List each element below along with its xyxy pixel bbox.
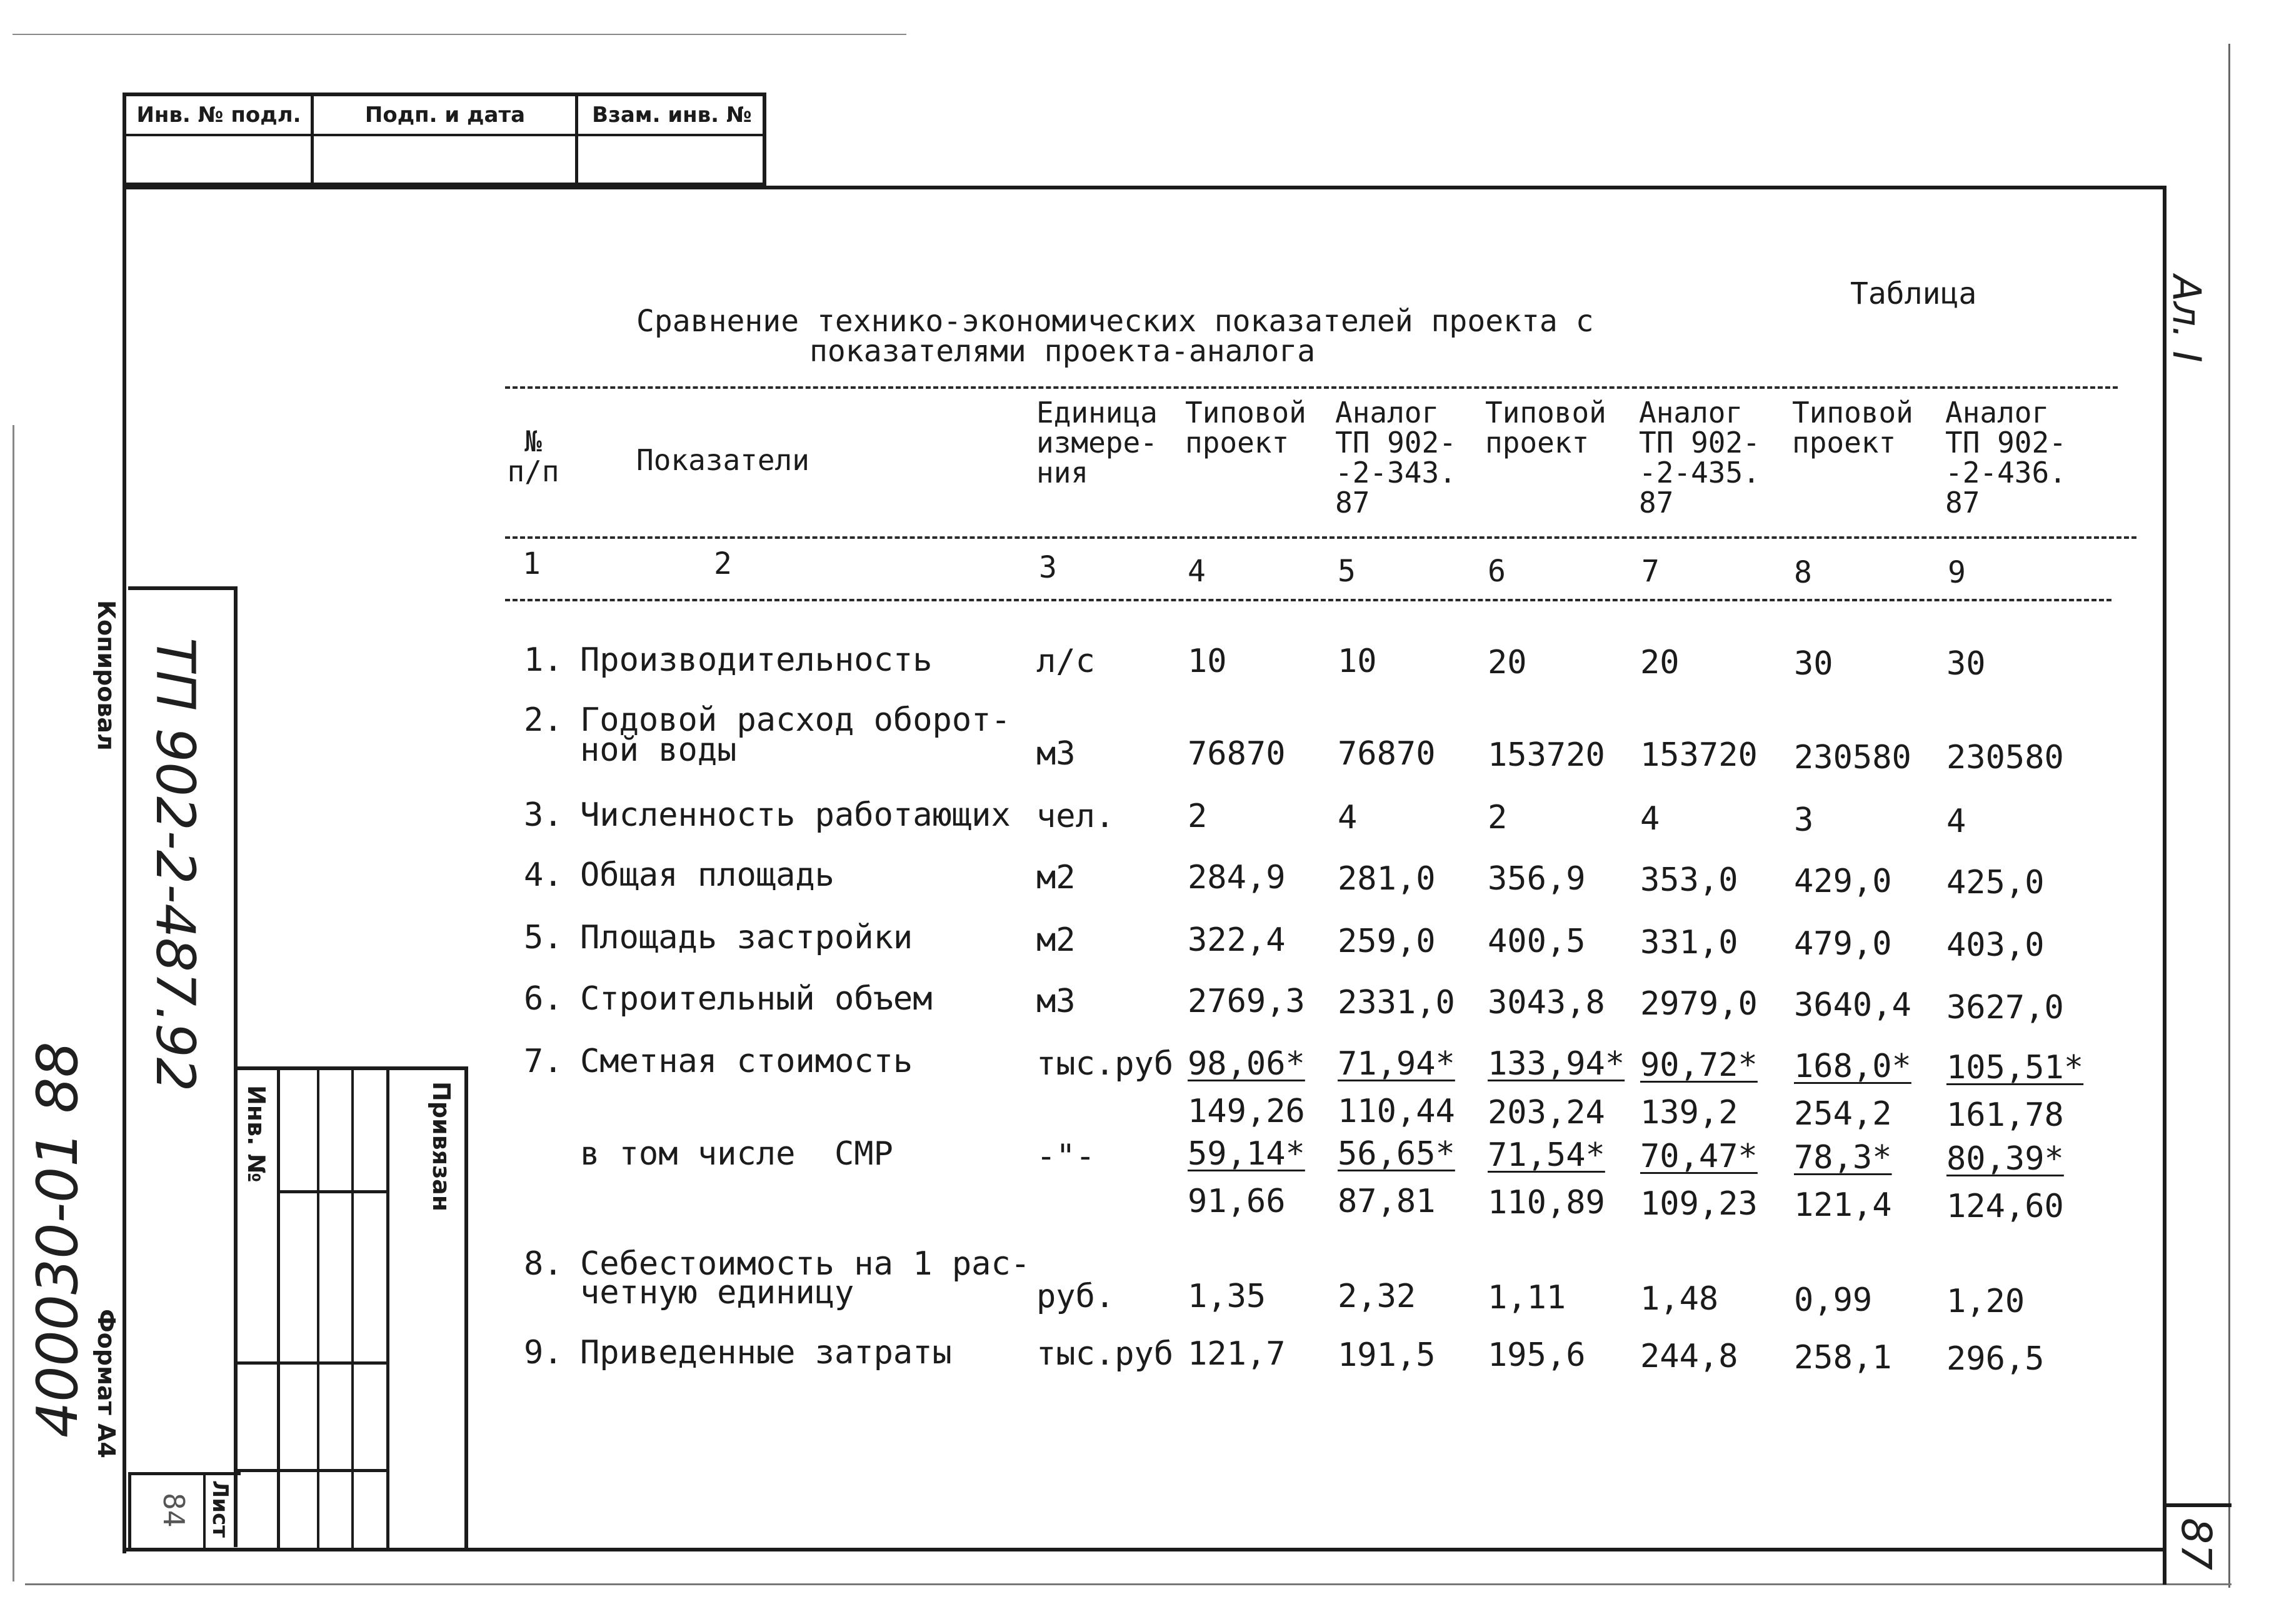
row-value: 0,99 [1794, 1281, 1873, 1319]
row-value-starred: 133,94* [1488, 1045, 1625, 1083]
col-number: 4 [1188, 554, 1206, 589]
row-value-starred: 78,3* [1794, 1139, 1892, 1176]
row-value-total: 87,81 [1338, 1183, 1436, 1220]
row-indicator: Себестоимость на 1 рас- [580, 1245, 1031, 1283]
col-number: 8 [1794, 555, 1812, 590]
row-value-total: 149,26 [1188, 1093, 1305, 1130]
grid-row-rule [277, 1190, 389, 1193]
list-box-divider [203, 1472, 206, 1550]
stamp-podp-data: Подп. и дата [364, 103, 526, 128]
grid-col-rule [277, 1066, 280, 1549]
row-value: 244,8 [1640, 1338, 1738, 1375]
row-value: 153720 [1488, 736, 1605, 774]
row-indicator: Численность работающих [580, 796, 1011, 834]
row-value: 10 [1188, 643, 1227, 680]
stamp-col-divider [575, 96, 578, 184]
row-indicator: Площадь застройки [580, 919, 913, 956]
row-value: 230580 [1946, 739, 2064, 776]
row-value: 425,0 [1946, 864, 2045, 901]
row-number: 3. [524, 796, 563, 834]
scan-edge-right [2228, 44, 2230, 1588]
row-value: 76870 [1338, 735, 1436, 773]
row-value-total: 109,23 [1640, 1185, 1758, 1223]
col-number: 6 [1488, 554, 1506, 589]
row-value: 2 [1488, 799, 1508, 836]
grid-col-rule [351, 1066, 354, 1549]
row-indicator: Приведенные затраты [580, 1334, 952, 1371]
row-value: 121,7 [1188, 1335, 1286, 1373]
col-number: 7 [1641, 554, 1660, 589]
row-indicator: Сметная стоимость [580, 1043, 913, 1080]
row-number: 7. [524, 1043, 563, 1080]
row-value: 4 [1946, 803, 1966, 840]
row-value-starred: 168,0* [1794, 1048, 1911, 1085]
row-value-total: 254,2 [1794, 1095, 1892, 1133]
row-unit: тыс.руб [1036, 1335, 1174, 1373]
stamp-col-divider [311, 96, 314, 184]
stamp-inv-podl: Инв. № подл. [136, 103, 301, 128]
row-value: 479,0 [1794, 925, 1892, 963]
row-number: 9. [524, 1334, 563, 1371]
header-rule-top [505, 386, 2118, 389]
header-rule-mid [505, 536, 2136, 539]
row-value-total: 203,24 [1488, 1094, 1605, 1131]
row-value: 281,0 [1338, 860, 1436, 898]
frame-right-edge [2163, 188, 2166, 1551]
row-value: 30 [1946, 645, 1986, 683]
row-value: 4 [1338, 799, 1358, 836]
row-indicator: Общая площадь [580, 856, 834, 894]
row-value: 195,6 [1488, 1336, 1586, 1374]
row-number: 8. [524, 1245, 563, 1283]
row-unit: тыс.руб [1036, 1045, 1174, 1083]
col-number: 2 [714, 546, 732, 581]
header-col5: Аналог ТП 902- -2-343. 87 [1335, 396, 1456, 519]
table-title-line2: показателями проекта-аналога [809, 334, 1316, 369]
row-value-starred: 90,72* [1640, 1046, 1758, 1084]
privyazan-label: Привязан [428, 1081, 455, 1212]
row-number: 1. [524, 641, 563, 679]
row-indicator: в том числе СМР [580, 1135, 893, 1173]
list-box-top-rule [128, 1472, 241, 1475]
scan-edge-left [13, 425, 14, 1581]
row-value: 1,48 [1640, 1280, 1719, 1318]
row-unit: чел. [1036, 798, 1115, 835]
row-value-total: 110,44 [1338, 1093, 1455, 1130]
row-value-total: 121,4 [1794, 1186, 1892, 1224]
stamp-vzam-inv: Взам. инв. № [592, 103, 752, 128]
row-value-starred: 59,14* [1188, 1135, 1305, 1173]
grid-col-rule [317, 1066, 319, 1549]
row-indicator: Строительный объем [580, 980, 933, 1018]
row-value: 2979,0 [1640, 985, 1758, 1023]
row-value: 230580 [1794, 739, 1911, 776]
grid-row-rule [238, 1469, 389, 1472]
row-unit: м3 [1036, 983, 1076, 1020]
header-col4: Типовой проект [1185, 396, 1306, 459]
list-number: 84 [157, 1493, 191, 1528]
stamp-row-divider [126, 134, 764, 136]
row-value: 2769,3 [1188, 983, 1305, 1020]
col-number: 1 [523, 546, 541, 581]
row-indicator: Производительность [580, 641, 933, 679]
row-value-total: 124,60 [1946, 1188, 2064, 1225]
row-number: 4. [524, 856, 563, 894]
row-indicator: Годовой расход оборот- [580, 701, 1011, 739]
appendix-mark: Ал. I [2164, 275, 2210, 363]
header-col7: Аналог ТП 902- -2-435. 87 [1639, 396, 1760, 519]
row-number: 5. [524, 919, 563, 956]
inv-no-label: Инв. № [243, 1085, 270, 1183]
list-box-left-rule [128, 1472, 131, 1550]
col-number: 5 [1338, 554, 1356, 589]
row-value: 2,32 [1338, 1278, 1416, 1315]
page-number: 87 [2172, 1518, 2220, 1570]
row-value-starred: 80,39* [1946, 1140, 2064, 1178]
grid-right-rule [464, 1066, 468, 1549]
row-value: 356,9 [1488, 860, 1586, 898]
col-number: 3 [1039, 550, 1057, 585]
row-value-total: 161,78 [1946, 1096, 2064, 1134]
row-unit: м2 [1036, 859, 1076, 896]
table-label: Таблица [1850, 276, 1977, 311]
scan-edge-top [13, 34, 906, 35]
frame-bottom-edge [123, 1548, 2166, 1551]
frame-left-edge [123, 94, 126, 1553]
row-value-total: 139,2 [1640, 1094, 1738, 1131]
row-value-starred: 71,54* [1488, 1136, 1605, 1174]
row-value: 191,5 [1338, 1336, 1436, 1374]
row-indicator-cont: четную единицу [580, 1274, 854, 1311]
row-value: 284,9 [1188, 859, 1286, 896]
header-col8: Типовой проект [1792, 396, 1913, 459]
doc-code: ТП 902-2-487.92 [144, 638, 206, 1092]
scan-edge-bottom [25, 1583, 2231, 1585]
row-value: 3 [1794, 801, 1814, 839]
row-value: 259,0 [1338, 923, 1436, 960]
format-label: Формат А4 [93, 1309, 120, 1458]
row-value-starred: 98,06* [1188, 1045, 1305, 1083]
row-value: 258,1 [1794, 1339, 1892, 1376]
row-unit: м3 [1036, 735, 1076, 773]
row-value: 331,0 [1640, 924, 1738, 961]
inventory-number: 400030-01 88 [25, 1041, 91, 1438]
row-value: 3640,4 [1794, 986, 1911, 1024]
row-value: 3627,0 [1946, 989, 2064, 1026]
row-value: 3043,8 [1488, 984, 1605, 1021]
row-value: 10 [1338, 643, 1377, 680]
row-value-starred: 71,94* [1338, 1045, 1455, 1083]
row-value-total: 110,89 [1488, 1184, 1605, 1221]
row-value: 30 [1794, 645, 1833, 683]
row-indicator-cont: ной воды [580, 731, 737, 769]
row-value-starred: 56,65* [1338, 1135, 1455, 1173]
header-unit: Единица измере- ния [1036, 396, 1158, 489]
row-number: 2. [524, 701, 563, 739]
header-name: Показатели [636, 443, 809, 477]
row-value: 429,0 [1794, 863, 1892, 900]
row-value: 1,20 [1946, 1283, 2025, 1320]
header-col6: Типовой проект [1485, 396, 1606, 459]
row-value-starred: 70,47* [1640, 1138, 1758, 1175]
row-unit: руб. [1036, 1278, 1115, 1315]
row-value: 153720 [1640, 736, 1758, 774]
col-number: 9 [1948, 555, 1966, 590]
row-value: 322,4 [1188, 921, 1286, 959]
table-title-line1: Сравнение технико-экономических показателей проекта с [636, 304, 1594, 339]
header-num: № п/п [507, 424, 559, 488]
row-value: 403,0 [1946, 926, 2045, 964]
row-value: 353,0 [1640, 861, 1738, 899]
row-value: 4 [1640, 800, 1660, 838]
row-value: 400,5 [1488, 923, 1586, 960]
row-unit: м2 [1036, 921, 1076, 959]
grid-row-rule [238, 1361, 389, 1365]
header-rule-bottom [505, 599, 2111, 601]
row-number: 6. [524, 980, 563, 1018]
row-value: 1,35 [1188, 1278, 1266, 1315]
grid-col-rule [386, 1066, 389, 1549]
row-value-total: 91,66 [1188, 1183, 1286, 1220]
row-value: 1,11 [1488, 1279, 1566, 1316]
row-value: 2 [1188, 798, 1208, 835]
list-label: Лист [208, 1480, 233, 1538]
row-value: 76870 [1188, 735, 1286, 773]
top-stamp [123, 93, 766, 186]
header-col9: Аналог ТП 902- -2-436. 87 [1945, 396, 2066, 519]
row-value: 296,5 [1946, 1340, 2045, 1378]
kopiroval-label: Копировал [93, 600, 120, 751]
row-value: 20 [1640, 644, 1680, 681]
row-value: 20 [1488, 644, 1527, 681]
row-unit: л/с [1036, 643, 1095, 680]
row-value-starred: 105,51* [1946, 1049, 2084, 1086]
row-value: 2331,0 [1338, 984, 1455, 1021]
row-unit: -"- [1036, 1138, 1095, 1175]
